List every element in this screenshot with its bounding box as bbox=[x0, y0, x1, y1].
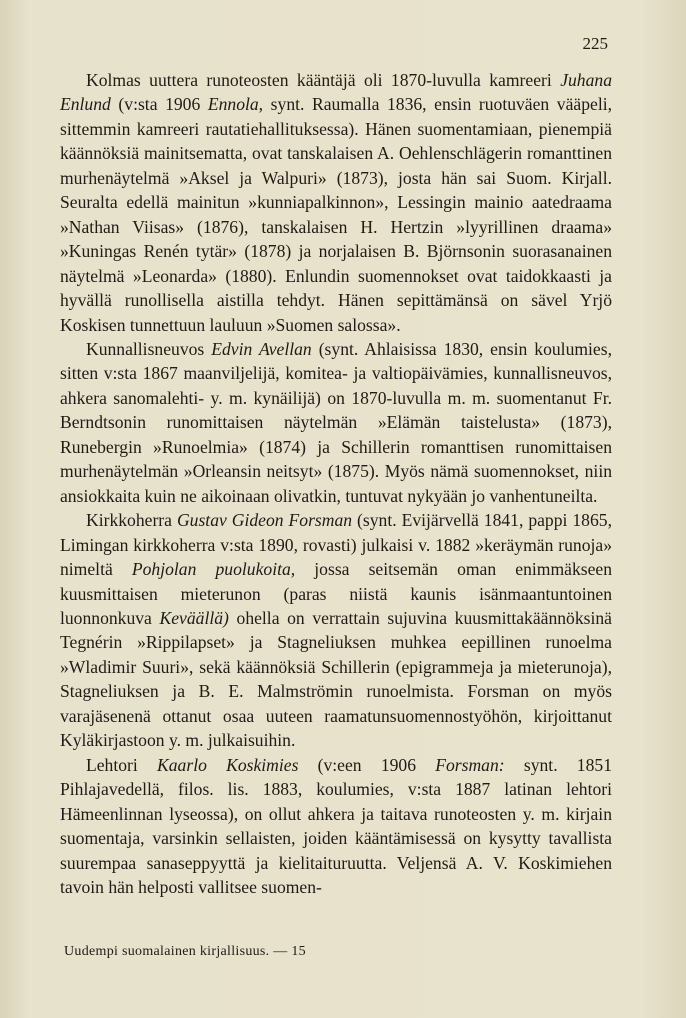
text-run: synt. Raumalla 1836, ensin ruotuväen vääpeli, sittemmin kamreeri rautatiehallituksessa). Hänen suomentamiaan, pienempiä käännöksiä mainitsematta, ovat tanskalaisen A. Oehlenschlägerin romanttinen murhenäytelmä »Aksel ja Walpuri» (1873), josta hän sai Suom. Kirjall. Seuralta edellä mainitun »kunniapalkinnon», Lessingin mainio aatedraama »Nathan Viisas» (1876), tanskalaisen H. Hertzin »lyyrillinen draama» »Kuningas Renén tytär» (1878) ja norjalaisen B. Björnsonin suorasanainen näytelmä »Leonarda» (1880). Enlundin suomennokset ovat taidokkaasti ja hyvällä runollisella aistilla tehdyt. Hänen sepittämänsä on sävel Yrjö Koskisen tunnettuun lauluun »Suomen salossa». bbox=[60, 94, 612, 335]
text-run: (v:een 1906 bbox=[298, 754, 436, 775]
text-run: Kirkkoherra bbox=[86, 510, 177, 531]
italic-text-run: Juhana Enlund bbox=[60, 70, 612, 115]
text-run: (synt. Evijärvellä 1841, pappi 1865, Limingan kirkkoherra v:sta 1890, rovasti) julkaisi v. 1882 »keräymän runoja» nimeltä bbox=[60, 510, 612, 580]
italic-text-run: Pohjolan puolukoita, bbox=[131, 559, 296, 580]
text-run: ohella on verrattain sujuvina kuusmittakäännöksinä Tegnérin »Rippilapset» ja Stagneliuksen muhkea eepillinen runoelma »Wladimir Suuri», sekä käännöksiä Schillerin (epigrammeja ja mieterunoja), Stagneliuksen ja B. E. Malmströmin runoelmista. Forsman on myös varajäsenenä ottanut osaa uuteen raamatunsuomennostyöhön, kirjoittanut Kyläkirjastoon y. m. julkaisuihin. bbox=[60, 607, 612, 751]
paragraph-koskimies bbox=[60, 753, 612, 900]
paragraph-forsman bbox=[60, 508, 612, 753]
italic-text-run: Edvin Avellan bbox=[211, 338, 312, 359]
text-run: synt. 1851 Pihlajavedellä, filos. lis. 1883, koulumies, v:sta 1887 latinan lehtori Hämeenlinnan lyseossa), on ollut ahkera ja taitava runoteosten y. m. kirjain suomentaja, varsinkin sellaisten, joiden kääntämisessä on kysytty tavallista suurempaa sanaseppyyttä ja kielitaituruutta. Veljensä A. V. Koskimiehen tavoin hän helposti vallitsee suomen- bbox=[60, 754, 612, 897]
text-run: (v:sta 1906 bbox=[110, 94, 208, 115]
page-footer: Uudempi suomalainen kirjallisuus. — 15 bbox=[64, 944, 306, 959]
italic-text-run: Gustav Gideon Forsman bbox=[176, 510, 353, 531]
italic-text-run: Forsman: bbox=[435, 754, 505, 775]
page-number: 225 bbox=[582, 34, 608, 53]
italic-text-run: Keväällä) bbox=[159, 607, 229, 628]
text-run: (synt. Ahlaisissa 1830, ensin koulumies, sitten v:sta 1867 maanviljelijä, komitea- ja valtiopäivämies, kunnallisneuvos, ahkera sanomalehti- y. m. kynäilijä) on 1870-luvulla m. m. suomentanut Fr. Berndtsonin runomittaisen näytelmän »Elämän taistelusta» (1873), Runebergin »Runoelmia» (1874) ja Schillerin romanttisen runomittaisen murhenäytelmän »Orleansin neitsyt» (1875). Myös nämä suomennokset, niin ansiokkaita kuin ne aikoinaan olivatkin, tuntuvat nykyään jo vanhentuneilta. bbox=[60, 338, 612, 506]
text-run: Kunnallisneuvos bbox=[86, 338, 212, 359]
text-run: jossa seitsemän oman enimmäkseen kuusmittaisen mieterunon (paras niistä kaunis isänmaantuntoinen luonnonkuva bbox=[60, 559, 613, 628]
text-run: Lehtori bbox=[86, 754, 158, 775]
italic-text-run: Ennola, bbox=[207, 94, 264, 115]
body-text bbox=[60, 68, 612, 899]
italic-text-run: Kaarlo Koskimies bbox=[157, 754, 299, 775]
text-run: Kolmas uuttera runoteosten kääntäjä oli 1870-luvulla kamreeri bbox=[86, 70, 561, 90]
paragraph-avellan bbox=[60, 337, 612, 508]
paragraph-enlund bbox=[60, 68, 612, 337]
